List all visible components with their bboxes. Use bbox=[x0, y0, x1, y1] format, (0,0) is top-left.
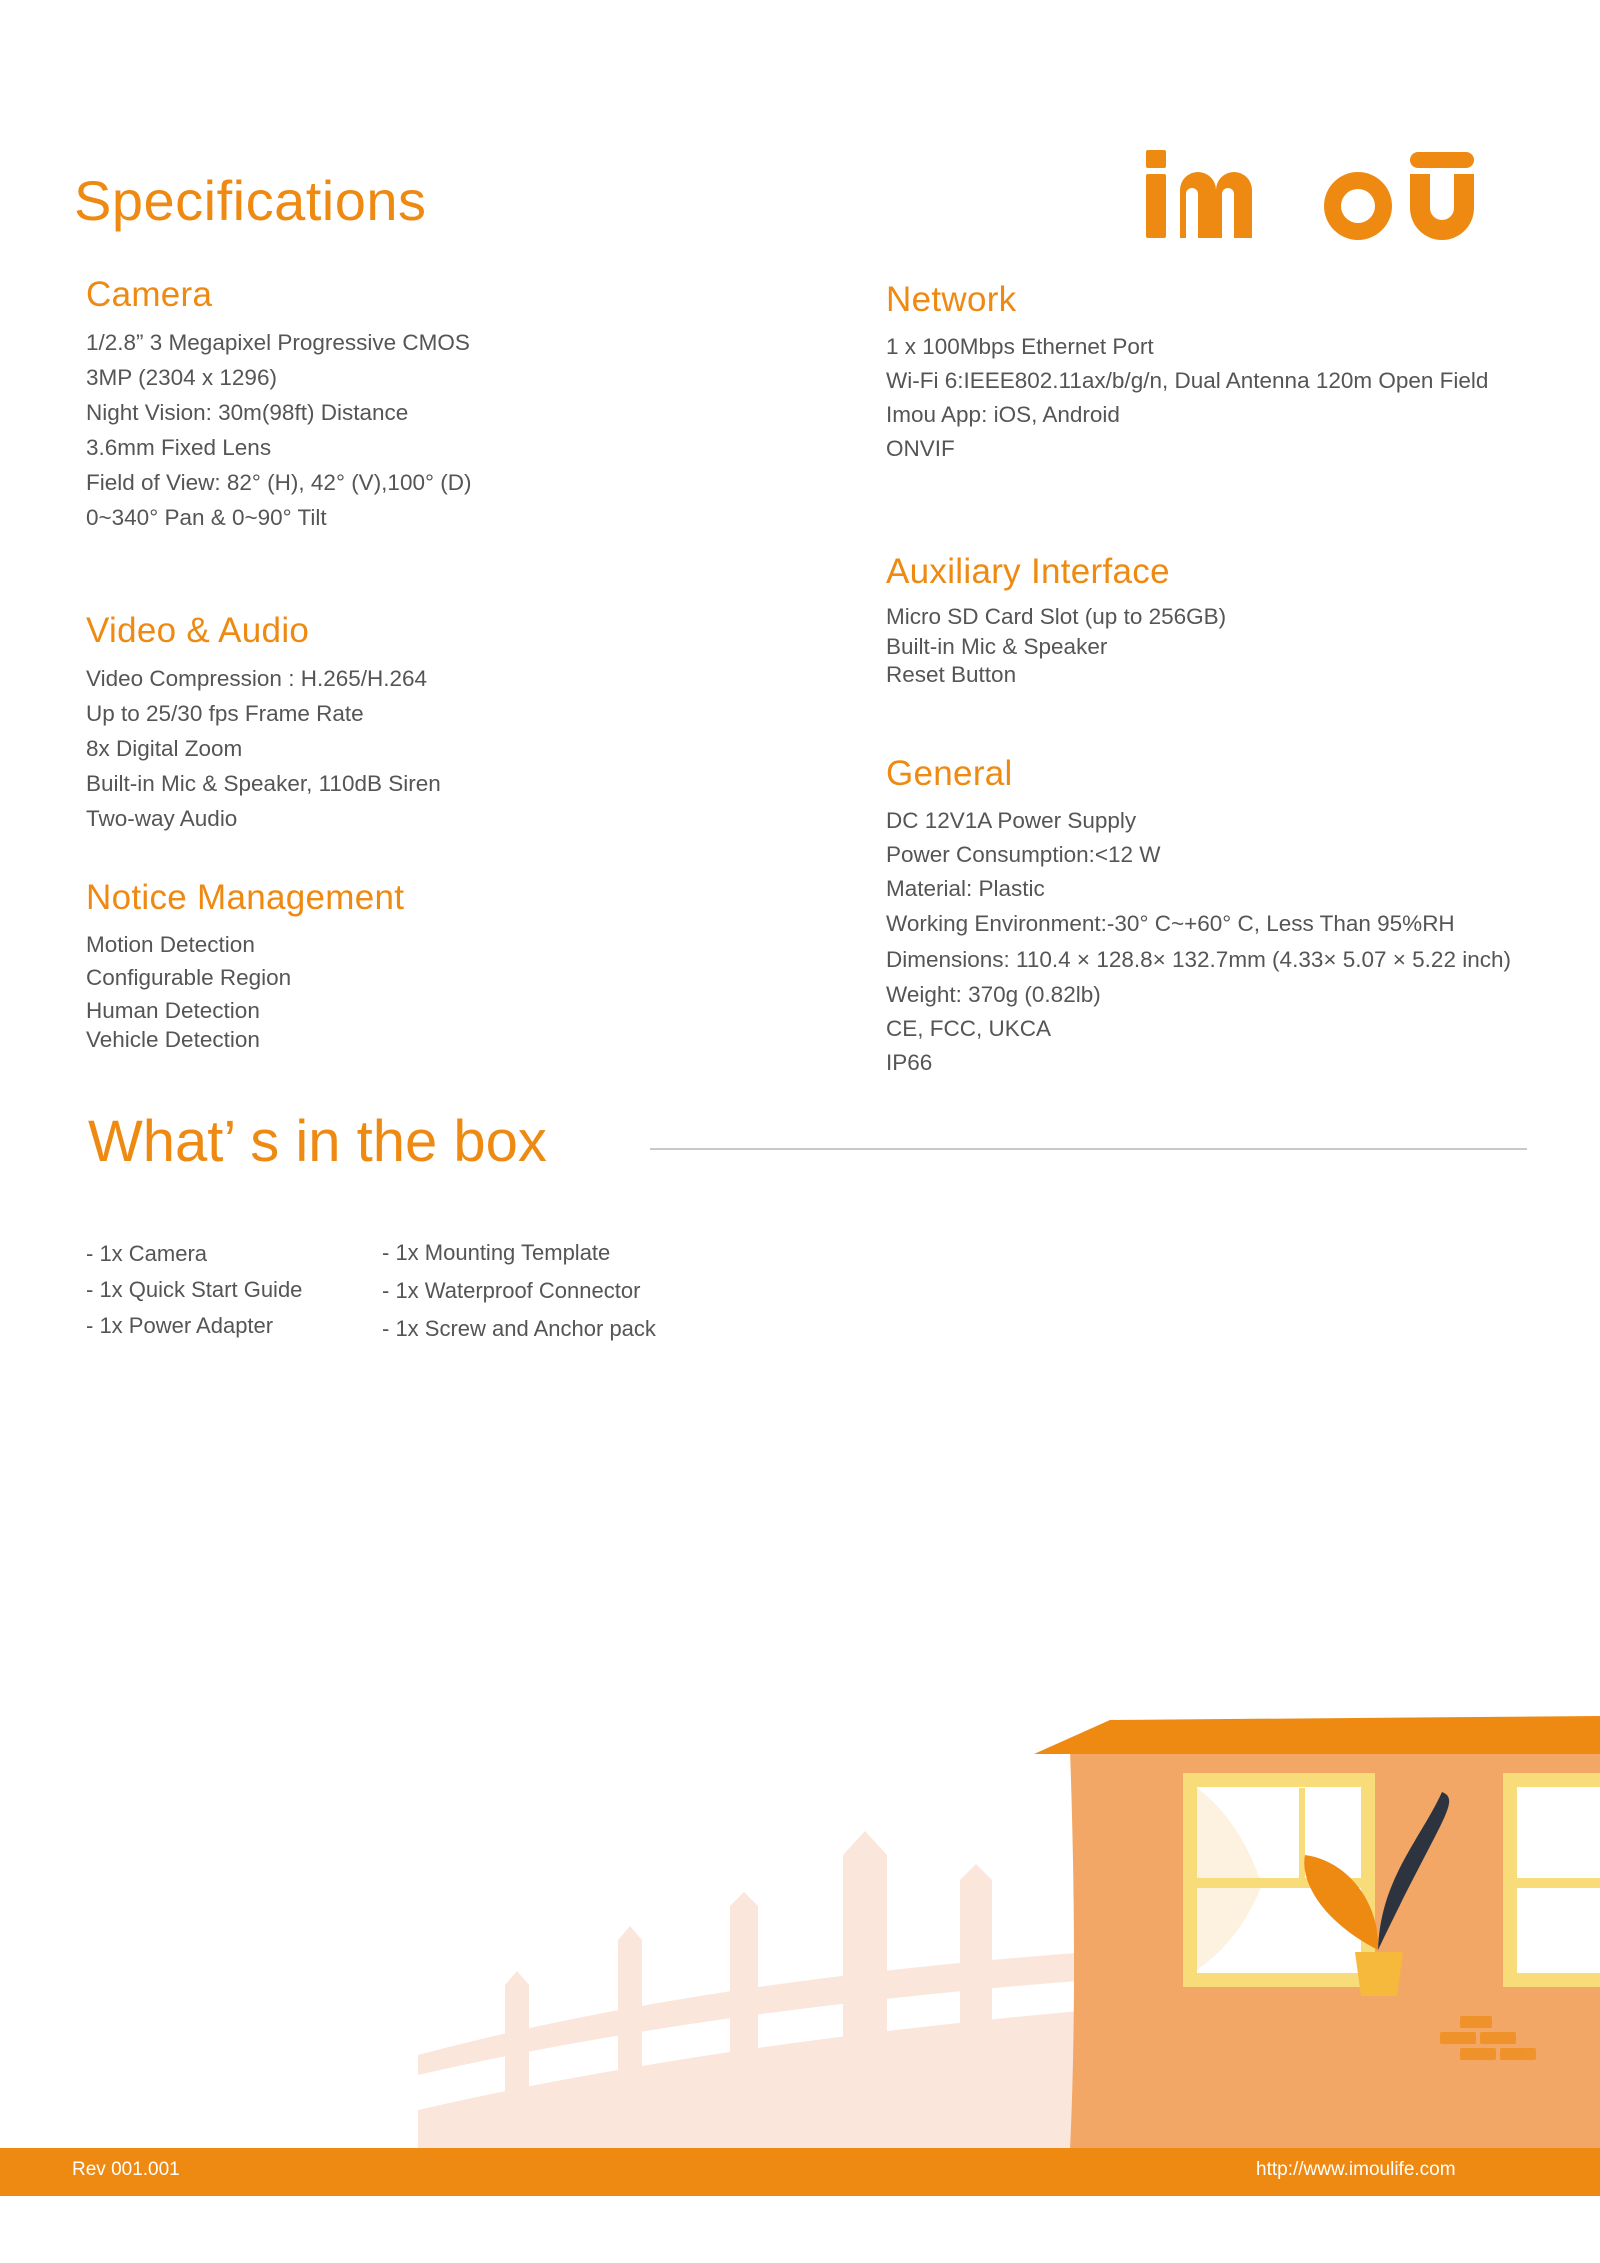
camera-spec-list bbox=[86, 325, 471, 535]
list-item: - 1x Waterproof Connector bbox=[382, 1278, 641, 1303]
list-item: Configurable Region bbox=[86, 965, 292, 990]
list-item: CE, FCC, UKCA bbox=[886, 1016, 1052, 1041]
list-item: Up to 25/30 fps Frame Rate bbox=[86, 701, 364, 726]
fence-illustration bbox=[418, 1831, 1090, 2150]
imou-logo bbox=[1140, 150, 1490, 242]
notice-management-heading: Notice Management bbox=[86, 878, 405, 917]
auxiliary-interface-section bbox=[886, 552, 1226, 688]
list-item: - 1x Quick Start Guide bbox=[86, 1277, 303, 1302]
list-item: Imou App: iOS, Android bbox=[886, 402, 1120, 427]
list-item: Field of View: 82° (H), 42° (V),100° (D) bbox=[86, 470, 472, 495]
list-item: Human Detection bbox=[86, 998, 260, 1023]
video-audio-section bbox=[86, 611, 441, 836]
network-section bbox=[886, 280, 1488, 466]
flower-pot bbox=[1355, 1952, 1403, 1996]
list-item: Video Compression : H.265/H.264 bbox=[86, 666, 428, 691]
list-item: ONVIF bbox=[886, 436, 955, 461]
list-item: 1 x 100Mbps Ethernet Port bbox=[886, 334, 1154, 359]
list-item: Two-way Audio bbox=[86, 806, 238, 831]
list-item: Dimensions: 110.4 × 128.8× 132.7mm (4.33× 5.07 × 5.22 inch) bbox=[886, 947, 1511, 972]
list-item: 3MP (2304 x 1296) bbox=[86, 365, 277, 390]
list-item: Working Environment:-30° C~+60° C, Less Than 95%RH bbox=[886, 911, 1455, 936]
notice-management-list bbox=[86, 928, 404, 1053]
list-item: DC 12V1A Power Supply bbox=[886, 808, 1137, 833]
divider bbox=[650, 1148, 1527, 1150]
list-item: - 1x Camera bbox=[86, 1241, 208, 1266]
list-item: IP66 bbox=[886, 1050, 933, 1075]
list-item: Wi-Fi 6:IEEE802.11ax/b/g/n, Dual Antenna 120m Open Field bbox=[886, 368, 1489, 393]
general-spec-list bbox=[886, 804, 1511, 1080]
network-spec-list bbox=[886, 330, 1488, 466]
house-illustration bbox=[0, 1680, 1600, 2150]
list-item: Reset Button bbox=[886, 662, 1017, 687]
page-title: Specifications bbox=[74, 169, 427, 232]
video-audio-heading: Video & Audio bbox=[86, 611, 310, 650]
list-item: Night Vision: 30m(98ft) Distance bbox=[86, 400, 409, 425]
list-item: 0~340° Pan & 0~90° Tilt bbox=[86, 505, 327, 530]
list-item: - 1x Mounting Template bbox=[382, 1240, 611, 1265]
list-item: Micro SD Card Slot (up to 256GB) bbox=[886, 604, 1227, 629]
list-item: 8x Digital Zoom bbox=[86, 736, 243, 761]
video-audio-spec-list bbox=[86, 661, 441, 836]
network-heading: Network bbox=[886, 280, 1017, 319]
auxiliary-interface-heading: Auxiliary Interface bbox=[886, 552, 1170, 591]
camera-heading: Camera bbox=[86, 275, 213, 314]
list-item: Built-in Mic & Speaker, 110dB Siren bbox=[86, 771, 441, 796]
list-item: Built-in Mic & Speaker bbox=[886, 634, 1108, 659]
general-heading: General bbox=[886, 754, 1013, 793]
box-contents-list-right bbox=[382, 1234, 656, 1348]
website-link[interactable]: http://www.imoulife.com bbox=[1256, 2159, 1456, 2180]
list-item: Vehicle Detection bbox=[86, 1027, 260, 1052]
list-item: 1/2.8” 3 Megapixel Progressive CMOS bbox=[86, 330, 470, 355]
camera-section bbox=[86, 275, 471, 535]
list-item: Material: Plastic bbox=[886, 876, 1045, 901]
list-item: - 1x Power Adapter bbox=[86, 1313, 274, 1338]
general-section bbox=[886, 754, 1511, 1080]
revision-label: Rev 001.001 bbox=[72, 2159, 180, 2180]
box-contents-list-left bbox=[86, 1236, 302, 1344]
list-item: Motion Detection bbox=[86, 932, 255, 957]
house-roof bbox=[1034, 1716, 1600, 1754]
box-contents-title: What’ s in the box bbox=[88, 1109, 547, 1174]
notice-management-section bbox=[86, 878, 404, 1053]
list-item: Weight: 370g (0.82lb) bbox=[886, 982, 1101, 1007]
list-item: 3.6mm Fixed Lens bbox=[86, 435, 272, 460]
list-item: Power Consumption:<12 W bbox=[886, 842, 1161, 867]
auxiliary-interface-list bbox=[886, 602, 1226, 688]
list-item: - 1x Screw and Anchor pack bbox=[382, 1316, 656, 1341]
